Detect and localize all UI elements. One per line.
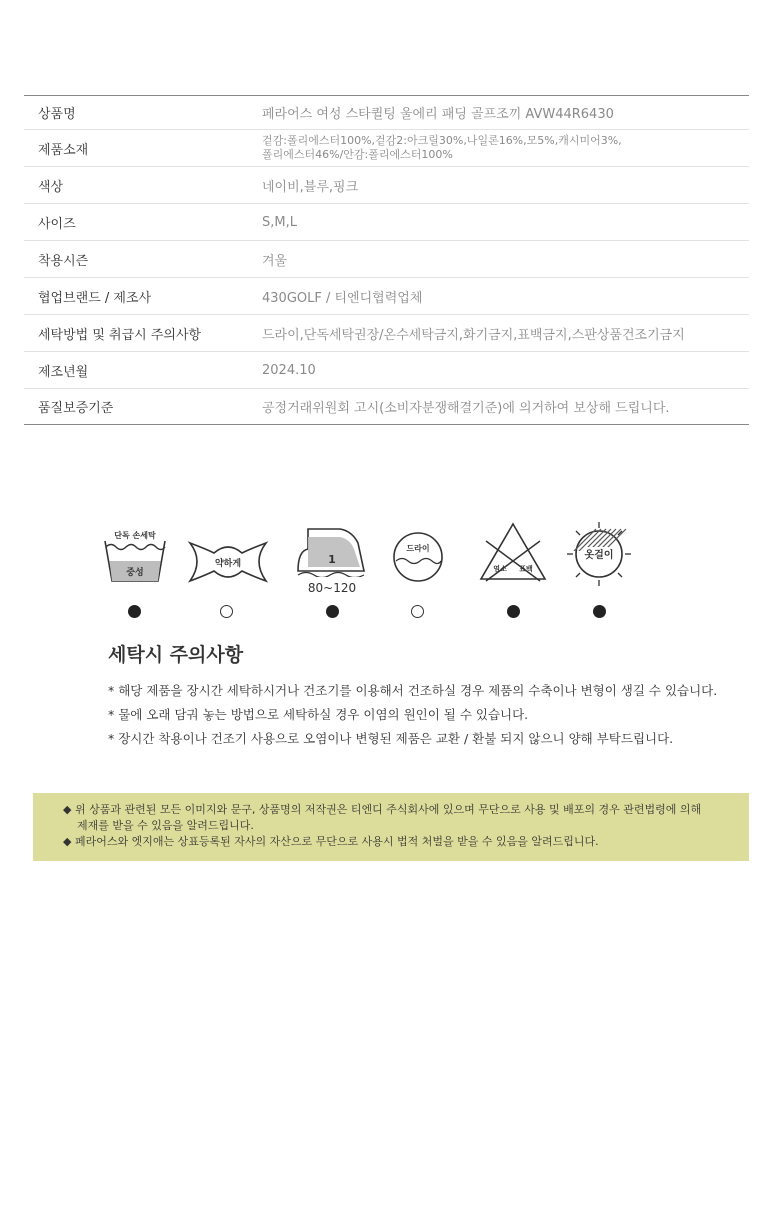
spec-value: 겨울 <box>262 241 749 278</box>
gentle-wring-label: 약하게 <box>214 559 242 569</box>
hanger-label: 옷걸이 <box>584 550 614 561</box>
note-line: * 장시간 착용이나 건조기 사용으로 오염이나 변형된 제품은 교환 / 환불 되지 않으니 양해 부탁드립니다. <box>108 731 674 746</box>
spec-value-line: 겉감:폴리에스터100%,겉감2:아크릴30%,나일론16%,모5%,캐시미어3%, <box>262 134 622 147</box>
no-bleach-icon <box>478 521 548 583</box>
no-bleach-label: 표백 <box>519 565 533 573</box>
spec-label: 품질보증기준 <box>38 401 114 416</box>
spec-row-brand-maker <box>24 278 749 315</box>
dry-clean-icon <box>392 531 444 583</box>
washing-notes <box>108 640 748 755</box>
note-line: * 물에 오래 담궈 놓는 방법으로 세탁하실 경우 이염의 원인이 될 수 있습니다. <box>108 707 529 722</box>
spec-row-manufacture-date <box>24 352 749 389</box>
spec-label: 제품소재 <box>24 130 262 167</box>
spec-value: 430GOLF / 티엔디협력업체 <box>262 278 749 315</box>
spec-label: 제조년월 <box>24 352 262 389</box>
spec-row-care <box>24 315 749 352</box>
notes-title: 세탁시 주의사항 <box>108 644 244 666</box>
spec-row-size <box>24 204 749 241</box>
spec-value: 2024.10 <box>262 352 749 389</box>
spec-label: 세탁방법 및 취급시 주의사항 <box>24 315 262 352</box>
gentle-wring-icon <box>186 537 270 587</box>
hang-dry-shade-icon <box>566 521 632 587</box>
care-indicator-selected <box>507 605 520 618</box>
spec-label: 상품명 <box>24 96 262 130</box>
spec-label: 사이즈 <box>24 204 262 241</box>
copyright-line: 제재를 받을 수 있음을 알려드립니다. <box>77 819 254 832</box>
care-indicator-selected <box>128 605 141 618</box>
care-indicator-unselected <box>220 605 233 618</box>
iron-level-label: 1 <box>328 553 336 566</box>
copyright-line: ◆ 위 상품과 관련된 모든 이미지와 문구, 상품명의 저작권은 티엔디 주식회사에 있으며 무단으로 사용 및 배포의 경우 관련법령에 의해 <box>63 803 702 816</box>
care-indicator-unselected <box>411 605 424 618</box>
hand-wash-detergent-label: 중성 <box>126 568 144 578</box>
iron-icon <box>294 523 370 577</box>
care-indicator-selected <box>593 605 606 618</box>
spec-value: S,M,L <box>262 204 749 241</box>
spec-row-warranty <box>24 389 749 425</box>
note-line: * 해당 제품을 장시간 세탁하시거나 건조기를 이용해서 건조하실 경우 제품의 수축이나 변형이 생길 수 있습니다. <box>108 683 718 698</box>
no-chlorine-label: 염소 <box>493 565 507 573</box>
spec-value: 페라어스 여성 스타퀼팅 울에리 패딩 골프조끼 AVW44R6430 <box>262 96 749 130</box>
spec-value: 네이비,블루,핑크 <box>262 167 749 204</box>
dry-clean-label: 드라이 <box>406 544 430 553</box>
copyright-line: ◆ 페라어스와 엣지애는 상표등록된 자사의 자산으로 무단으로 사용시 법적 처벌을 받을 수 있음을 알려드립니다. <box>63 835 599 848</box>
spec-value: 드라이,단독세탁권장/온수세탁금지,화기금지,표백금지,스판상품건조기금지 <box>262 315 749 352</box>
care-indicator-selected <box>326 605 339 618</box>
copyright-notice <box>33 793 749 861</box>
care-symbols <box>0 515 780 625</box>
spec-row-color <box>24 167 749 204</box>
spec-value: 공정거래위원회 고시(소비자분쟁해결기준)에 의거하여 보상해 드립니다. <box>262 401 670 416</box>
spec-value <box>262 130 749 167</box>
spec-row-material <box>24 130 749 167</box>
hand-wash-label: 단독 손세탁 <box>114 531 156 540</box>
product-spec-table <box>24 95 749 425</box>
spec-value-line: 폴리에스터46%/안감:폴리에스터100% <box>262 148 453 161</box>
spec-label: 착용시즌 <box>24 241 262 278</box>
spec-row-product-name <box>24 96 749 130</box>
spec-label: 색상 <box>24 167 262 204</box>
spec-row-season <box>24 241 749 278</box>
spec-label: 협업브랜드 / 제조사 <box>24 278 262 315</box>
iron-temperature-caption: 80~120 <box>307 581 357 595</box>
hand-wash-tub-icon <box>102 529 168 587</box>
